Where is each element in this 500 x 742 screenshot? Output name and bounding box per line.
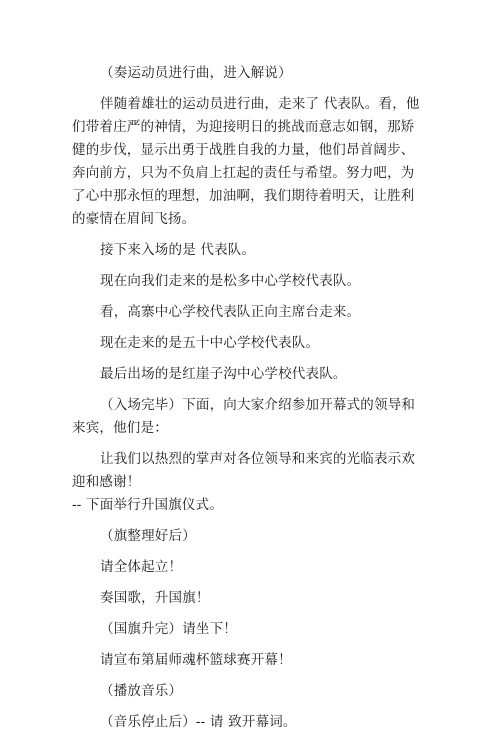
paragraph-opening-speech: （音乐停止后）-- 请 致开幕词。 (100, 714, 297, 730)
paragraph-introduce-guests: （入场完毕）下面，向大家介绍参加开幕式的领导和来宾，他们是： (72, 397, 416, 436)
paragraph-gaozhai-team: 看，高寨中心学校代表队正向主席台走来。 (100, 304, 361, 320)
paragraph-stand-up: 请全体起立！ (100, 559, 183, 575)
paragraph-next-team: 接下来入场的是 代表队。 (100, 242, 256, 258)
stage-direction-music: （播放音乐） (100, 683, 183, 699)
stage-direction-flag-ready: （旗整理好后） (100, 528, 196, 544)
paragraph-sit-down: （国旗升完）请坐下！ (100, 621, 237, 637)
paragraph-declare-open: 请宣布第届师魂杯篮球赛开幕！ (100, 652, 292, 668)
paragraph-flag-ceremony: -- 下面举行升国旗仪式。 (72, 497, 224, 513)
paragraph-songduo-team: 现在向我们走来的是松多中心学校代表队。 (100, 273, 361, 289)
stage-direction-march: （奏运动员进行曲，进入解说） (100, 65, 292, 81)
paragraph-team-intro: 伴随着雄壮的运动员进行曲，走来了 代表队。看，他们带着庄严的神情，为迎接明日的挑战而意志如钢，那矫健的步伐，显示出勇于战胜自我的力量，他们昂首阔步、奔向前方，只为不负肩上扛起的责任与希望。努力吧，为了心中那永恒的理想，加油啊，我们期待着明天，让胜利的豪情在眉间飞扬。 (72, 96, 420, 227)
paragraph-wushi-team: 现在走来的是五十中心学校代表队。 (100, 335, 320, 351)
document-body (72, 62, 428, 742)
paragraph-hongyazigou-team: 最后出场的是红崖子沟中心学校代表队。 (100, 366, 347, 382)
paragraph-welcome: 让我们以热烈的掌声对各位领导和来宾的光临表示欢迎和感谢！ (72, 451, 416, 490)
paragraph-anthem: 奏国歌，升国旗！ (100, 590, 210, 606)
